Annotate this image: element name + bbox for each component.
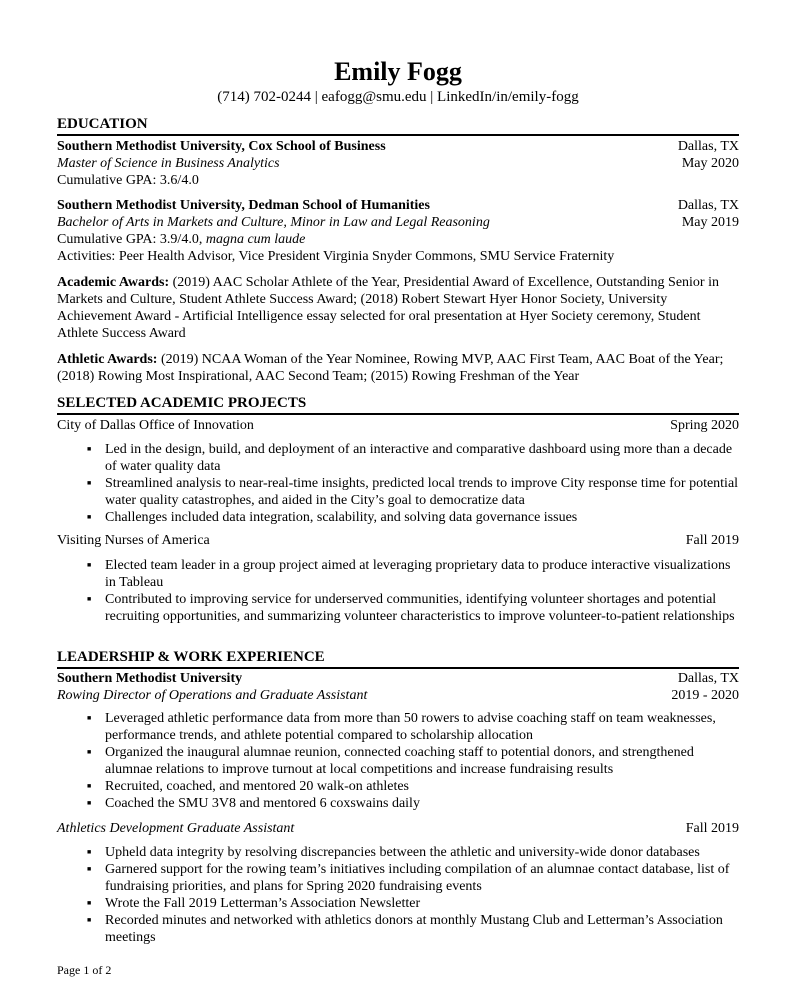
project2-name: Visiting Nurses of America <box>57 533 210 548</box>
school1-gpa: Cumulative GPA: 3.6/4.0 <box>57 173 199 188</box>
role1-date: 2019 - 2020 <box>671 688 739 703</box>
role2-row <box>57 820 739 837</box>
role1-row <box>57 687 739 704</box>
school1-gpa-row <box>57 172 739 189</box>
school1-name: Southern Methodist University, Cox School of Business <box>57 139 386 154</box>
candidate-name: Emily Fogg <box>334 57 462 86</box>
role2-bullet: ■ Wrote the Fall 2019 Letterman’s Association Newsletter <box>105 895 739 912</box>
project1-bullet: ■ Led in the design, build, and deployment of an interactive and comparative dashboard using more than a decade of water quality data <box>105 441 739 475</box>
role1-bullet: ■ Recruited, coached, and mentored 20 walk-on athletes <box>105 778 739 795</box>
project1-date: Spring 2020 <box>670 418 739 433</box>
school2-row <box>57 197 739 214</box>
school2-gpa-value: Cumulative GPA: 3.9/4.0, <box>57 232 206 247</box>
school2-activities: Activities: Peer Health Advisor, Vice President Virginia Snyder Commons, SMU Service Fraternity <box>57 249 615 264</box>
role2-title: Athletics Development Graduate Assistant <box>57 821 295 836</box>
org-row <box>57 670 739 687</box>
role1-bullet: ■ Leveraged athletic performance data from more than 50 rowers to advise coaching staff on team weaknesses, performance trends, and athlete potential compared to scholarship allocation <box>105 710 739 744</box>
section-heading-projects: SELECTED ACADEMIC PROJECTS <box>57 394 739 415</box>
role1-title: Rowing Director of Operations and Graduate Assistant <box>57 688 368 703</box>
academic-awards <box>57 274 739 342</box>
school2-gpa-honor: magna cum laude <box>205 232 306 247</box>
athletic-awards-text: (2019) NCAA Woman of the Year Nominee, Rowing MVP, AAC First Team, AAC Boat of the Year; (2018) Rowing Most Inspirational, AAC Second Team; (2015) Rowing Freshman of the Year <box>57 352 724 384</box>
academic-awards-text: (2019) AAC Scholar Athlete of the Year, Presidential Award of Excellence, Outstanding Senior in Markets and Culture, Student Athlete Success Award; (2018) Robert Stewart Hyer Honor Society, University Achievement Award - Artificial Intelligence essay selected for oral presentation at Hyer Society ceremony, Student Athlete Success Award <box>57 275 719 341</box>
school2-location: Dallas, TX <box>677 198 739 213</box>
project2-row <box>57 532 739 549</box>
school1-location: Dallas, TX <box>677 139 739 154</box>
org-name: Southern Methodist University <box>57 671 243 686</box>
role2-bullet: ■ Upheld data integrity by resolving discrepancies between the athletic and university-wide donor databases <box>105 844 739 861</box>
project2-bullet: ■ Contributed to improving service for underserved communities, identifying volunteer shortages and potential recruiting opportunities, and summarizing volunteer characteristics to improve volunteer-to-patient relationships <box>105 591 739 625</box>
school2-date: May 2019 <box>681 215 739 230</box>
school2-name: Southern Methodist University, Dedman School of Humanities <box>57 198 430 213</box>
academic-awards-label: Academic Awards: <box>57 275 170 290</box>
school2-gpa <box>57 231 305 248</box>
role1-bullet: ■ Coached the SMU 3V8 and mentored 6 coxswains daily <box>105 795 739 812</box>
project1-bullet: ■ Challenges included data integration, scalability, and solving data governance issues <box>105 509 739 526</box>
role2-date: Fall 2019 <box>685 821 739 836</box>
role1-bullet: ■ Organized the inaugural alumnae reunion, connected coaching staff to potential donors, and strengthened alumnae relations to improve turnout at local competitions and increase fundraising results <box>105 744 739 778</box>
school1-row <box>57 138 739 155</box>
project1-row <box>57 417 739 434</box>
role2-bullet: ■ Recorded minutes and networked with athletics donors at monthly Mustang Club and Letterman’s Association meetings <box>105 912 739 946</box>
page-number: Page 1 of 2 <box>57 963 112 977</box>
project1-bullet: ■ Streamlined analysis to near-real-time insights, predicted local trends to improve City response time for potential water quality catastrophes, and aided in the City’s goal to democratize data <box>105 475 739 509</box>
school2-degree: Bachelor of Arts in Markets and Culture, Minor in Law and Legal Reasoning <box>57 215 490 230</box>
project2-date: Fall 2019 <box>685 533 739 548</box>
section-heading-education: EDUCATION <box>57 115 739 136</box>
athletic-awards-label: Athletic Awards: <box>57 352 158 367</box>
school1-degree: Master of Science in Business Analytics <box>57 156 280 171</box>
school2-degree-row <box>57 214 739 231</box>
school2-activities-row <box>57 248 739 265</box>
athletic-awards <box>57 351 739 385</box>
school2-gpa-row <box>57 231 739 248</box>
project1-name: City of Dallas Office of Innovation <box>57 418 254 433</box>
school1-date: May 2020 <box>681 156 739 171</box>
school1-degree-row <box>57 155 739 172</box>
role2-bullet: ■ Garnered support for the rowing team’s initiatives including compilation of an alumnae contact database, list of fundraising priorities, and plans for Spring 2020 fundraising events <box>105 861 739 895</box>
org-location: Dallas, TX <box>677 671 739 686</box>
contact-line: (714) 702-0244 | eafogg@smu.edu | LinkedIn/in/emily-fogg <box>217 89 579 105</box>
section-heading-leadership: LEADERSHIP & WORK EXPERIENCE <box>57 648 739 669</box>
project2-bullet: ■ Elected team leader in a group project aimed at leveraging proprietary data to produce interactive visualizations in Tableau <box>105 557 739 591</box>
